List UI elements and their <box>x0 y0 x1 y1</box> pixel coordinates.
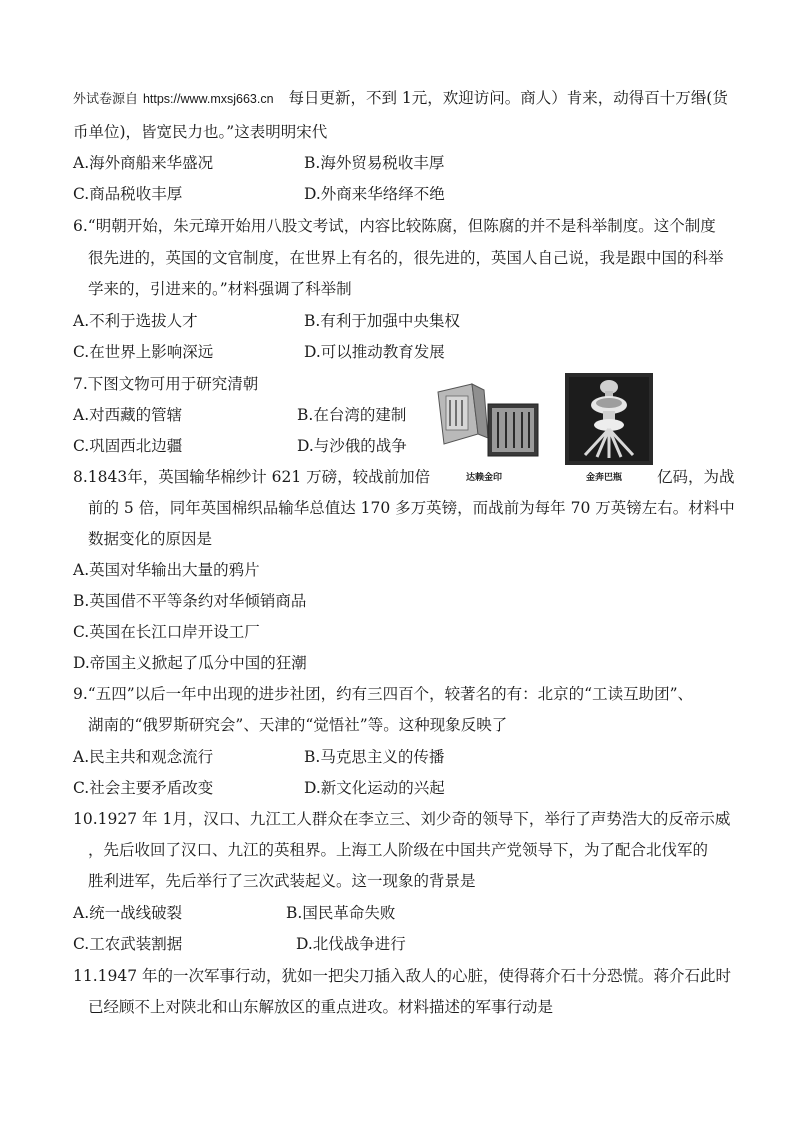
golden-urn-image <box>565 373 653 465</box>
q6-line1: 6.“明朝开始，朱元璋开始用八股文考试，内容比较陈腐，但陈腐的并不是科举制度。这个制度 <box>73 217 716 235</box>
source-url[interactable]: https://www.mxsj663.cn <box>142 92 274 106</box>
q7-option-b: B.在台湾的建制 <box>297 406 407 424</box>
q5-option-a: A.海外商船来华盛况 <box>73 154 214 172</box>
q10-option-d: D.北伐战争进行 <box>296 935 406 953</box>
q9-option-c: C.社会主要矛盾改变 <box>73 779 214 797</box>
q8-option-b: B.英国借不平等条约对华倾销商品 <box>73 592 307 610</box>
q5-option-b: B.海外贸易税收丰厚 <box>304 154 445 172</box>
q7-option-d: D.与沙俄的战争 <box>297 437 407 455</box>
q5-option-c: C.商品税收丰厚 <box>73 185 183 203</box>
q8-option-c: C.英国在长江口岸开设工厂 <box>73 623 260 641</box>
q6-line2: 很先进的，英国的文官制度，在世界上有名的，很先进的，英国人自己说，我是跟中国的科举 <box>88 249 724 267</box>
q9-line2: 湖南的“俄罗斯研究会”、天津的“觉悟社”等。这种现象反映了 <box>88 716 508 734</box>
q8-option-a: A.英国对华输出大量的鸦片 <box>73 561 260 579</box>
gold-seal-image <box>432 378 544 464</box>
q10-line3: 胜利进军，先后举行了三次武装起义。这一现象的背景是 <box>88 872 476 890</box>
q10-line1: 10.1927 年 1月，汉口、九江工人群众在李立三、刘少奇的领导下，举行了声势浩大的反帝示威 <box>73 810 731 828</box>
q10-option-a: A.统一战线破裂 <box>73 904 183 922</box>
q6-option-a: A.不利于选拔人才 <box>73 312 198 330</box>
q5-line1: 每日更新，不到 1元，欢迎访问。商人）肯来，动得百十万缗(货 <box>288 89 728 107</box>
q7-stem: 7.下图文物可用于研究清朝 <box>73 375 259 393</box>
q11-line1: 11.1947 年的一次军事行动，犹如一把尖刀插入敌人的心脏，使得蒋介石十分恐慌。蒋介石此时 <box>73 967 732 985</box>
q10-option-c: C.工农武装割据 <box>73 935 183 953</box>
q5-option-d: D.外商来华络绎不绝 <box>304 185 445 203</box>
q9-option-a: A.民主共和观念流行 <box>73 748 214 766</box>
header-line <box>73 88 728 110</box>
q7-option-c: C.巩固西北边疆 <box>73 437 183 455</box>
q5-line2: 币单位)，皆宽民力也。”这表明明宋代 <box>73 123 328 141</box>
q10-option-b: B.国民革命失败 <box>286 904 396 922</box>
gold-seal-caption: 达赖金印 <box>466 473 503 483</box>
q8-option-d: D.帝国主义掀起了瓜分中国的狂潮 <box>73 654 307 672</box>
golden-urn-caption: 金奔巴瓶 <box>586 473 623 483</box>
source-prefix: 外试卷源自 <box>73 92 139 107</box>
q6-line3: 学来的，引进来的。”材料强调了科举制 <box>88 280 352 298</box>
q9-option-d: D.新文化运动的兴起 <box>304 779 445 797</box>
q11-line2: 已经顾不上对陕北和山东解放区的重点进攻。材料描述的军事行动是 <box>88 998 554 1016</box>
q9-line1: 9.“五四”以后一年中出现的进步社团，约有三四百个，较著名的有：北京的“工读互助团”、 <box>73 685 693 703</box>
q9-option-b: B.马克思主义的传播 <box>304 748 445 766</box>
q8-line1-right: 亿码，为战 <box>657 468 735 486</box>
q6-option-c: C.在世界上影响深远 <box>73 343 214 361</box>
q7-option-a: A.对西藏的管辖 <box>73 406 183 424</box>
q8-line2: 前的 5 倍，同年英国棉织品输华总值达 170 多万英镑，而战前为每年 70 万英镑左右。材料中 <box>88 499 735 517</box>
q8-line3: 数据变化的原因是 <box>88 530 213 548</box>
q10-line2: ，先后收回了汉口、九江的英租界。上海工人阶级在中国共产党领导下，为了配合北伐军的 <box>88 841 709 859</box>
q8-line1-left: 8.1843年，英国输华棉纱计 621 万磅，较战前加倍 <box>73 468 431 486</box>
q6-option-b: B.有利于加强中央集权 <box>304 312 460 330</box>
q6-option-d: D.可以推动教育发展 <box>304 343 445 361</box>
